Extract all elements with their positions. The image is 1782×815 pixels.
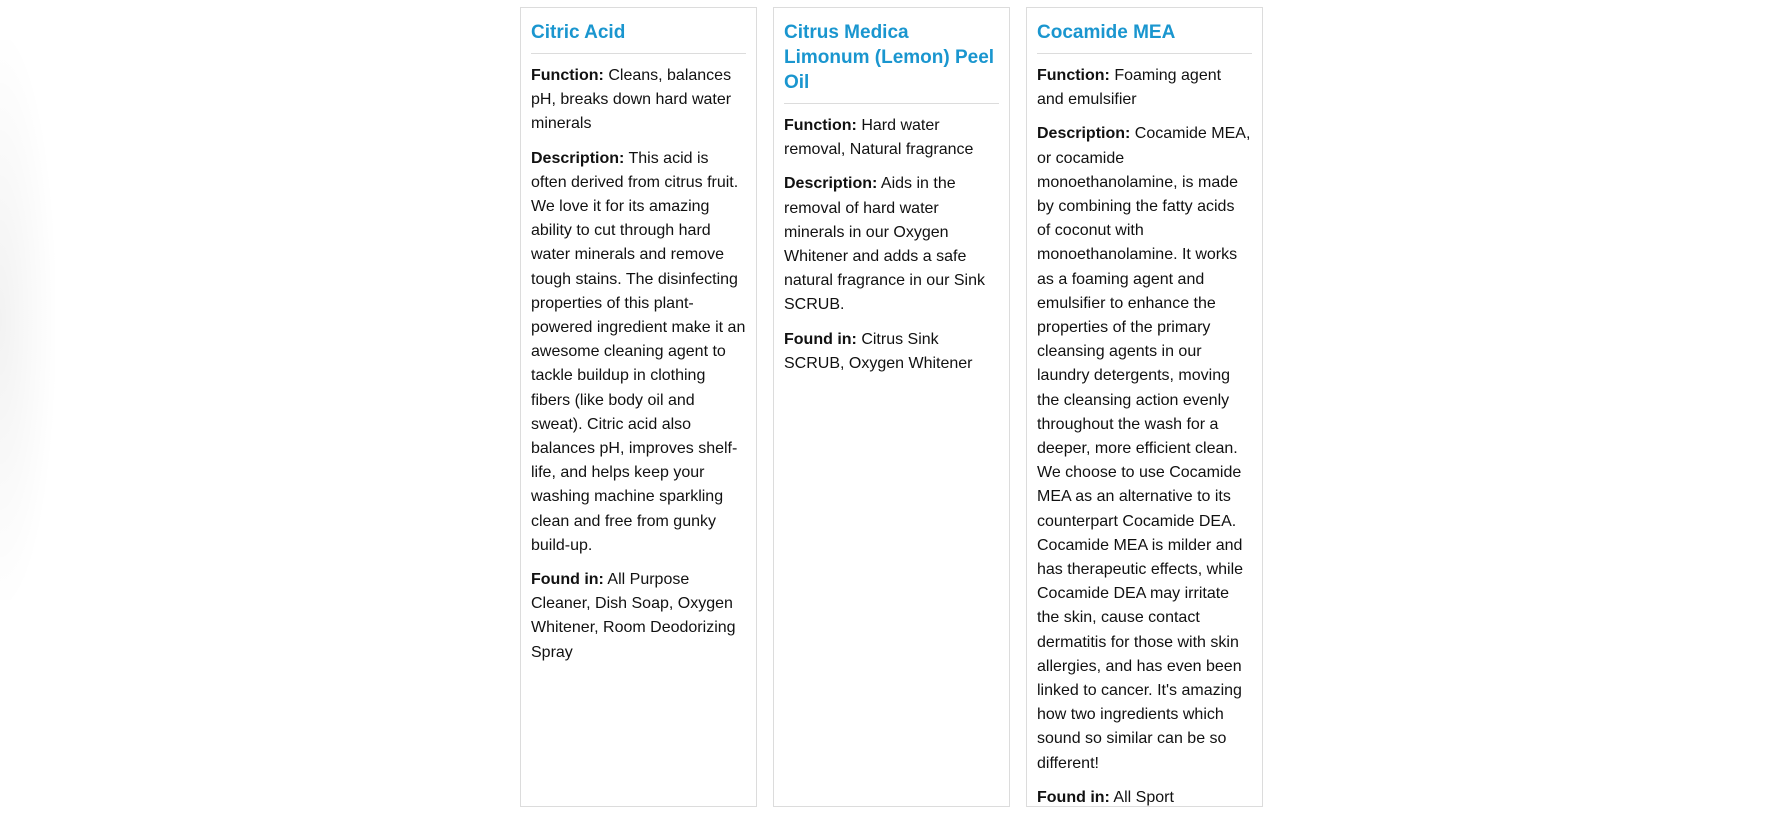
found-in-label: Found in: xyxy=(531,571,604,589)
description-value: This acid is often derived from citrus fruit. We love it for its amazing ability to cut through hard water minerals and remove tough stains. The disinfecting properties of this plant-powered ingredient make it an awesome cleaning agent to tackle buildup in clothing fibers (like body oil and sweat). Citric acid also balances pH, improves shelf-life, and helps keep your washing machine sparkling clean and free from gunky build-up. xyxy=(531,149,746,554)
function-value: Hard water removal, Natural fragrance xyxy=(784,117,974,159)
edge-shadow xyxy=(0,40,55,600)
ingredient-card-list xyxy=(520,7,1263,807)
description-value: Aids in the removal of hard water minerals in our Oxygen Whitener and adds a safe natural fragrance in our Sink SCRUB. xyxy=(784,175,985,314)
ingredient-card-lemon-peel-oil xyxy=(773,7,1010,807)
function-value: Cleans, balances pH, breaks down hard water minerals xyxy=(531,67,732,133)
description-label: Description: xyxy=(784,175,878,193)
description-label: Description: xyxy=(1037,125,1131,143)
description-value: Cocamide MEA, or cocamide monoethanolamine, is made by combining the fatty acids of coconut with monoethanolamine. It works as a foaming agent and emulsifier to enhance the properties of the primary cleansing agents in our laundry detergents, moving the cleansing action evenly throughout the wash for a deeper, more efficient clean. We choose to use Cocamide MEA as an alternative to its counterpart Cocamide DEA. Cocamide MEA is milder and has therapeutic effects, while Cocamide DEA may irritate the skin, cause contact dermatitis for those with skin allergies, and has even been linked to cancer. It's amazing how two ingredients which sound so similar can be so different! xyxy=(1037,125,1251,772)
found-in-value: Citrus Sink SCRUB, Oxygen Whitener xyxy=(784,330,973,372)
ingredient-function xyxy=(784,114,999,162)
function-label: Function: xyxy=(1037,67,1110,84)
ingredient-function xyxy=(1037,64,1252,112)
description-label: Description: xyxy=(531,149,625,167)
ingredient-description xyxy=(784,172,999,317)
function-value: Foaming agent and emulsifier xyxy=(1037,67,1222,109)
ingredient-function xyxy=(531,64,746,137)
ingredient-card-citric-acid xyxy=(520,7,757,807)
function-label: Function: xyxy=(784,117,857,134)
ingredient-title: Citrus Medica Limonum (Lemon) Peel Oil xyxy=(784,20,999,104)
function-label: Function: xyxy=(531,67,604,84)
found-in-label: Found in: xyxy=(784,330,857,348)
found-in-label: Found in: xyxy=(1037,788,1110,806)
ingredient-title: Citric Acid xyxy=(531,20,746,54)
ingredient-title: Cocamide MEA xyxy=(1037,20,1252,54)
ingredient-found-in xyxy=(531,568,746,665)
ingredient-found-in xyxy=(784,328,999,376)
found-in-value: All Sport xyxy=(1113,788,1174,806)
ingredient-description xyxy=(1037,122,1252,775)
ingredient-description xyxy=(531,147,746,558)
ingredient-card-cocamide-mea xyxy=(1026,7,1263,807)
found-in-value: All Purpose Cleaner, Dish Soap, Oxygen Whitener, Room Deodorizing Spray xyxy=(531,571,736,661)
ingredient-found-in xyxy=(1037,786,1252,810)
